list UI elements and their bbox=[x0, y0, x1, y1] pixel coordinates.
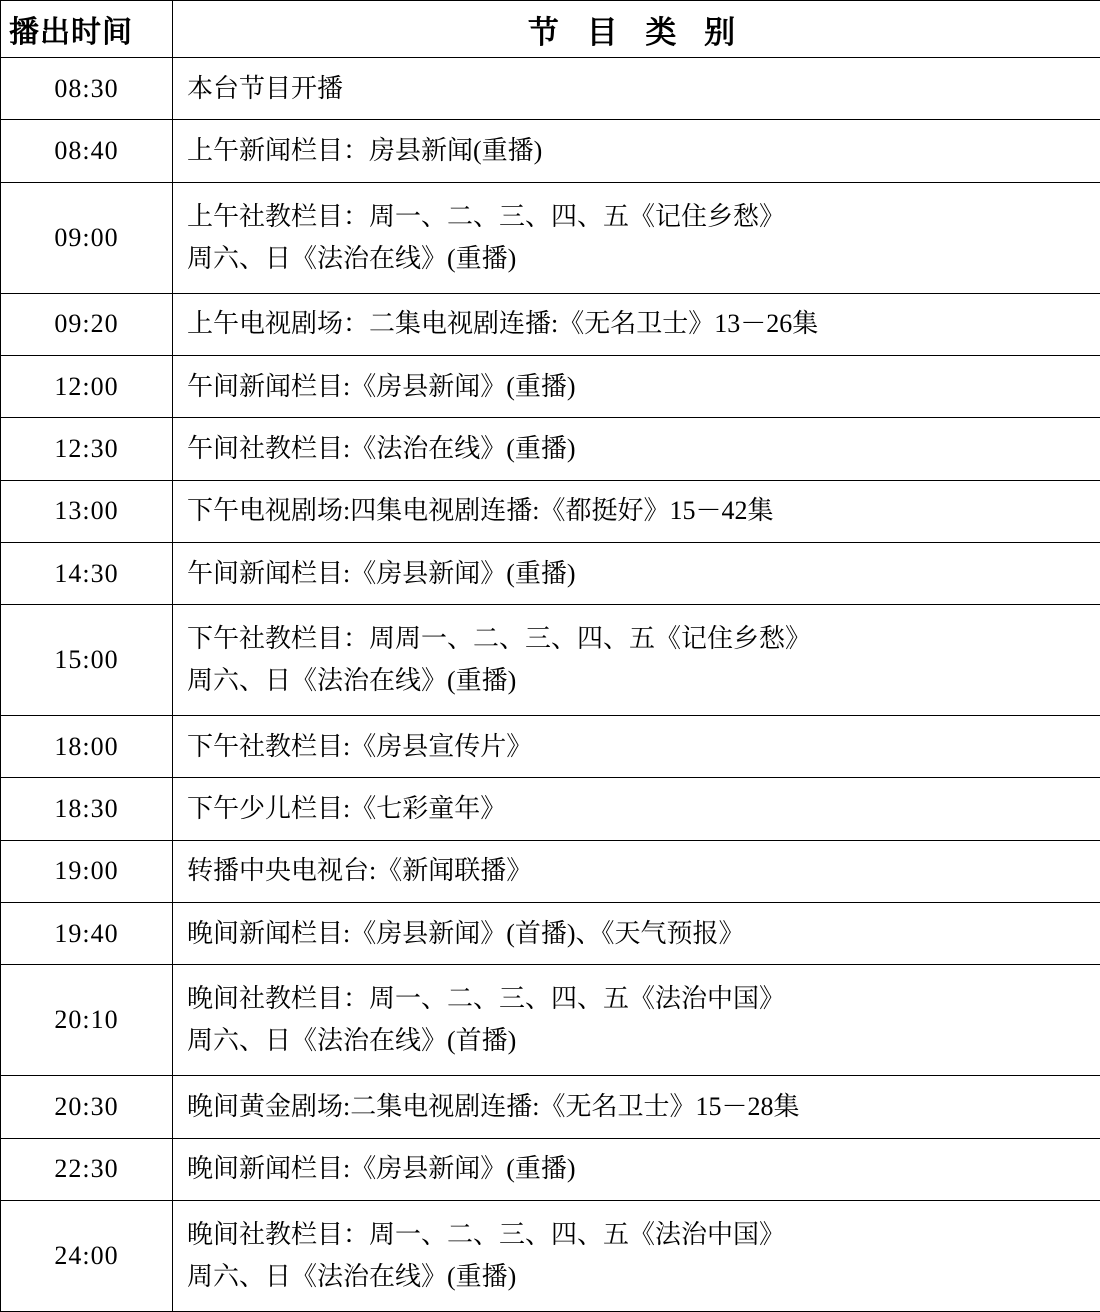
schedule-program-cell bbox=[173, 1138, 1100, 1200]
program-line-secondary: 周六、日《法治在线》(首播) bbox=[187, 1026, 517, 1056]
column-header-time: 播出时间 bbox=[1, 1, 173, 58]
schedule-program-cell bbox=[173, 965, 1100, 1076]
program-line-primary: 午间新闻栏目:《房县新闻》(重播) bbox=[187, 371, 576, 401]
schedule-time-cell: 08:40 bbox=[1, 120, 173, 182]
schedule-program-cell bbox=[173, 716, 1100, 778]
program-line-primary: 本台节目开播 bbox=[187, 73, 344, 103]
schedule-program-cell bbox=[173, 542, 1100, 604]
schedule-time-cell: 14:30 bbox=[1, 542, 173, 604]
table-row bbox=[1, 1138, 1100, 1200]
table-header bbox=[1, 1, 1100, 58]
table-row bbox=[1, 120, 1100, 182]
table-row bbox=[1, 716, 1100, 778]
table-row bbox=[1, 355, 1100, 417]
schedule-time-cell: 09:00 bbox=[1, 182, 173, 293]
schedule-program-cell bbox=[173, 418, 1100, 480]
schedule-time-cell: 15:00 bbox=[1, 605, 173, 716]
table-row bbox=[1, 480, 1100, 542]
program-line-primary: 下午电视剧场:四集电视剧连播:《都挺好》15－42集 bbox=[187, 496, 774, 526]
schedule-time-cell: 22:30 bbox=[1, 1138, 173, 1200]
table-row bbox=[1, 605, 1100, 716]
schedule-program-cell bbox=[173, 840, 1100, 902]
table-body bbox=[1, 58, 1100, 1312]
schedule-program-cell bbox=[173, 605, 1100, 716]
program-line-primary: 上午新闻栏目：房县新闻(重播) bbox=[187, 135, 543, 165]
schedule-time-cell: 12:30 bbox=[1, 418, 173, 480]
schedule-time-cell: 24:00 bbox=[1, 1201, 173, 1312]
program-line-primary: 上午社教栏目：周一、二、三、四、五《记住乡愁》 bbox=[187, 201, 786, 231]
schedule-time-cell: 19:40 bbox=[1, 903, 173, 965]
table-row bbox=[1, 293, 1100, 355]
schedule-time-cell: 09:20 bbox=[1, 293, 173, 355]
schedule-program-cell bbox=[173, 355, 1100, 417]
table-row bbox=[1, 542, 1100, 604]
table-row bbox=[1, 1076, 1100, 1138]
program-line-primary: 上午电视剧场：二集电视剧连播:《无名卫士》13－26集 bbox=[187, 309, 819, 339]
program-line-primary: 午间新闻栏目:《房县新闻》(重播) bbox=[187, 558, 576, 588]
program-line-primary: 转播中央电视台:《新闻联播》 bbox=[187, 856, 533, 886]
schedule-program-cell bbox=[173, 58, 1100, 120]
schedule-time-cell: 18:00 bbox=[1, 716, 173, 778]
program-line-primary: 晚间新闻栏目:《房县新闻》(首播)、《天气预报》 bbox=[187, 918, 745, 948]
table-row bbox=[1, 418, 1100, 480]
schedule-time-cell: 18:30 bbox=[1, 778, 173, 840]
table-row bbox=[1, 182, 1100, 293]
program-line-primary: 晚间新闻栏目:《房县新闻》(重播) bbox=[187, 1154, 576, 1184]
program-line-primary: 下午少儿栏目:《七彩童年》 bbox=[187, 794, 507, 824]
program-line-secondary: 周六、日《法治在线》(重播) bbox=[187, 1262, 517, 1292]
column-header-program: 节 目 类 别 bbox=[173, 1, 1100, 58]
table-row bbox=[1, 1201, 1100, 1312]
program-line-secondary: 周六、日《法治在线》(重播) bbox=[187, 666, 517, 696]
schedule-program-cell bbox=[173, 1076, 1100, 1138]
program-line-primary: 晚间黄金剧场:二集电视剧连播:《无名卫士》15－28集 bbox=[187, 1091, 800, 1121]
program-line-secondary: 周六、日《法治在线》(重播) bbox=[187, 243, 517, 273]
schedule-time-cell: 12:00 bbox=[1, 355, 173, 417]
schedule-time-cell: 20:10 bbox=[1, 965, 173, 1076]
schedule-time-cell: 13:00 bbox=[1, 480, 173, 542]
schedule-program-cell bbox=[173, 480, 1100, 542]
table-row bbox=[1, 58, 1100, 120]
program-line-primary: 下午社教栏目：周周一、二、三、四、五《记住乡愁》 bbox=[187, 624, 812, 654]
schedule-time-cell: 20:30 bbox=[1, 1076, 173, 1138]
table-row bbox=[1, 840, 1100, 902]
table-row bbox=[1, 965, 1100, 1076]
schedule-program-cell bbox=[173, 120, 1100, 182]
schedule-time-cell: 08:30 bbox=[1, 58, 173, 120]
schedule-program-cell bbox=[173, 182, 1100, 293]
program-line-primary: 晚间社教栏目：周一、二、三、四、五《法治中国》 bbox=[187, 984, 786, 1014]
program-line-primary: 下午社教栏目:《房县宣传片》 bbox=[187, 731, 533, 761]
schedule-program-cell bbox=[173, 778, 1100, 840]
table-row bbox=[1, 903, 1100, 965]
schedule-program-cell bbox=[173, 1201, 1100, 1312]
schedule-program-cell bbox=[173, 293, 1100, 355]
program-line-primary: 晚间社教栏目：周一、二、三、四、五《法治中国》 bbox=[187, 1219, 786, 1249]
schedule-time-cell: 19:00 bbox=[1, 840, 173, 902]
schedule-program-cell bbox=[173, 903, 1100, 965]
table-row bbox=[1, 778, 1100, 840]
program-line-primary: 午间社教栏目:《法治在线》(重播) bbox=[187, 433, 576, 463]
